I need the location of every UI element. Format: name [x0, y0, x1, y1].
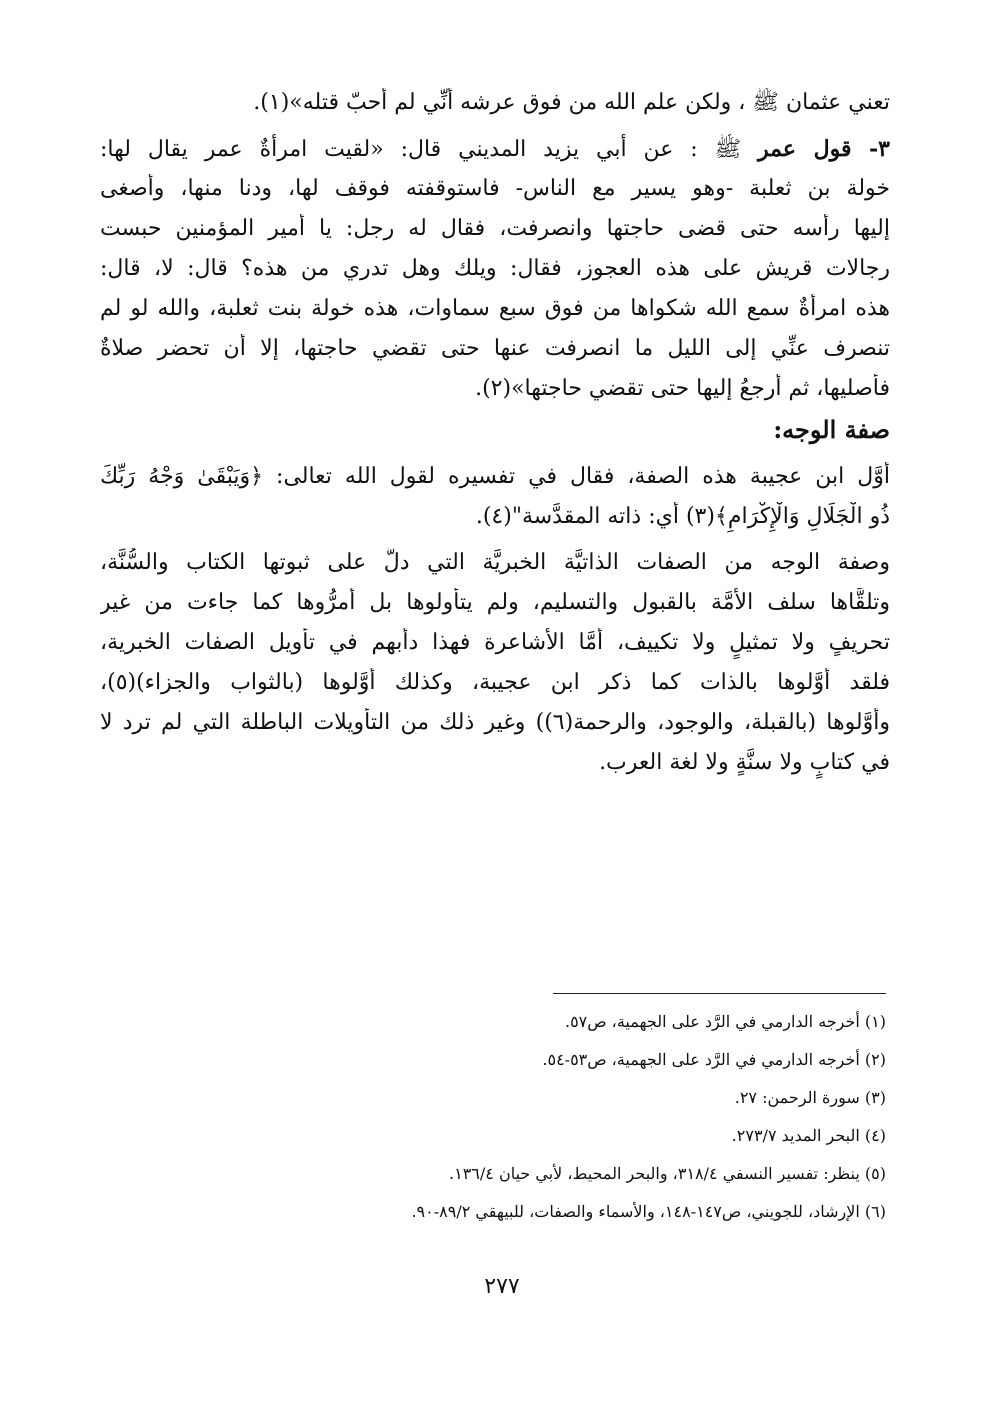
paragraph-line: خولة بن ثعلبة -وهو يسير مع الناس- فاستوقفته فوقف لها، ودنا منها، وأصغى — [100, 176, 890, 201]
footnote: (٦) الإرشاد، للجويني، ص١٤٧-١٤٨، والأسماء والصفات، للبيهقي ٨٩/٢-٩٠. — [411, 1202, 886, 1221]
section-label: ٣- قول عمر — [758, 136, 890, 162]
footnote-divider — [553, 993, 886, 994]
paragraph-line-text: ﷺ : عن أبي يزيد المديني قال: «لقيت امرأةٌ عمر يقال لها: — [100, 137, 759, 162]
paragraph-line: فأصليها، ثم أرجعُ إليها حتى تقضي حاجتها»(٢). — [475, 376, 890, 401]
paragraph-line — [100, 134, 890, 174]
paragraph-line: في كتابٍ ولا سنَّةٍ ولا لغة العرب. — [599, 750, 890, 775]
paragraph-line: هذه امرأةٌ سمع الله شكواها من فوق سبع سماوات، هذه خولة بنت ثعلبة، والله لو لم — [100, 296, 890, 321]
paragraph-line: إليها رأسه حتى قضى حاجتها وانصرفت، فقال له رجل: يا أمير المؤمنين حبست — [100, 216, 890, 241]
paragraph-line: أوَّل ابن عجيبة هذه الصفة، فقال في تفسيره لقول الله تعالى: ﴿وَيَبْقَىٰ وَجْهُ رَبِّكَ — [100, 464, 890, 489]
footnote: (٣) سورة الرحمن: ٢٧. — [734, 1088, 886, 1107]
page-number: ٢٧٧ — [484, 1274, 520, 1299]
footnote: (٥) ينظر: تفسير النسفي ٣١٨/٤، والبحر المحيط، لأبي حيان ١٣٦/٤. — [449, 1164, 886, 1183]
main-text — [100, 88, 890, 788]
paragraph-line: ذُو الْجَلَالِ وَالْإِكْرَامِ﴾(٣) أي: ذاته المقدَّسة"(٤). — [475, 504, 890, 529]
paragraph-line: رجالات قريش على هذه العجوز، فقال: ويلك وهل تدري من هذه؟ قال: لا، قال: — [100, 256, 890, 281]
footnote: (٤) البحر المديد ٢٧٣/٧. — [731, 1126, 886, 1145]
paragraph-line: وصفة الوجه من الصفات الذاتيَّة الخبريَّة التي دلَّ على ثبوتها الكتاب والسُّنَّة، — [100, 550, 890, 575]
paragraph-line: وتلقَّاها سلف الأُمَّة بالقبول والتسليم، ولم يتأولوها بل أمرُّوها كما جاءت من غير — [100, 590, 890, 615]
footnote: (٢) أخرجه الدارمي في الرَّد على الجهمية، ص٥٣-٥٤. — [542, 1050, 886, 1069]
section-heading: صفة الوجه: — [773, 415, 890, 444]
paragraph-line: تحريفٍ ولا تمثيلٍ ولا تكييف، أمَّا الأشاعرة فهذا دأبهم في تأويل الصفات الخبرية، — [100, 630, 890, 655]
footnote: (١) أخرجه الدارمي في الرَّد على الجهمية، ص٥٧. — [564, 1012, 886, 1031]
paragraph-line: وأوَّلوها (بالقبلة، والوجود، والرحمة(٦)) وغير ذلك من التأويلات الباطلة التي لم ترد لا — [100, 710, 890, 735]
paragraph-line: تعني عثمان ﷺ ، ولكن علم الله من فوق عرشه أنِّي لم أحبّ قتله»(١). — [253, 90, 890, 115]
footnotes — [100, 1010, 886, 1238]
paragraph-line: تنصرف عنِّي إلى الليل ما انصرفت عنها حتى تقضي حاجتها، إلا أن تحضر صلاةٌ — [100, 336, 890, 361]
paragraph-line: فلقد أوَّلوها بالذات كما ذكر ابن عجيبة، وكذلك أوَّلوها (بالثواب والجزاء)(٥)، — [100, 670, 890, 695]
